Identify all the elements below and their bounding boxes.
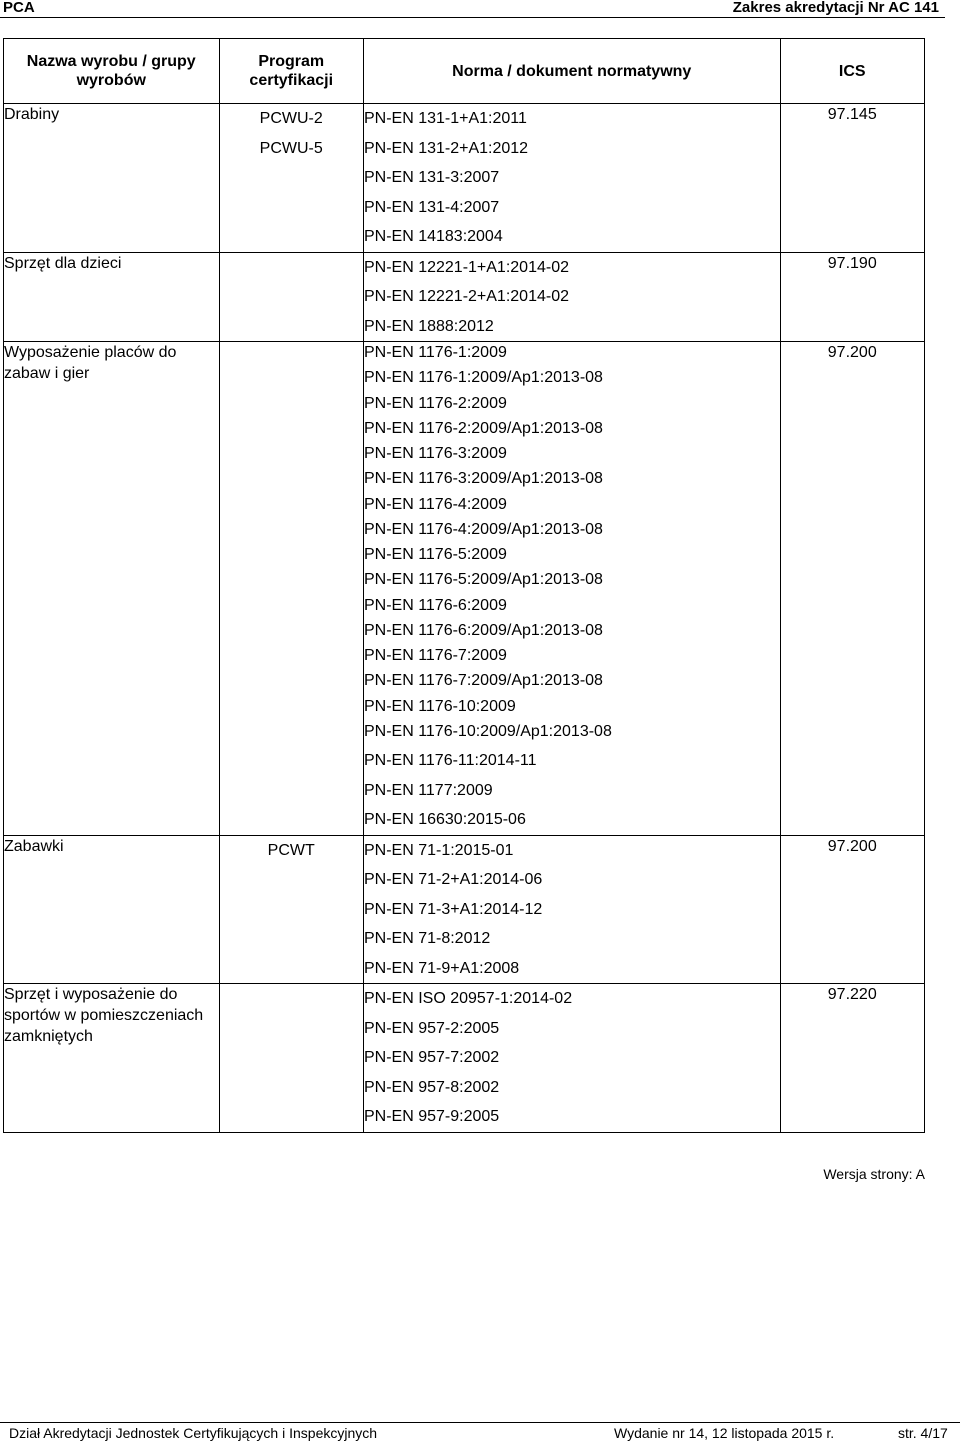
table-body xyxy=(4,104,925,1133)
norm-entry: PN-EN 1176-6:2009 xyxy=(363,596,507,614)
ics-code: 97.190 xyxy=(827,254,877,272)
norm-entry: PN-EN 1176-7:2009 xyxy=(363,647,507,664)
product-name-cell xyxy=(4,984,220,1133)
norm-entry: PN-EN 1176-4:2009 xyxy=(363,495,507,513)
product-name: Sprzęt i wyposażenie do sportów w pomieszczeniach zamkniętych xyxy=(4,986,204,1045)
norm-entry: PN-EN 71-2+A1:2014-06 xyxy=(363,871,543,888)
table-header-row xyxy=(4,39,925,104)
norm-entry: PN-EN 12221-2+A1:2014-02 xyxy=(363,288,569,305)
table-row xyxy=(4,252,925,342)
norm-entry: PN-EN 1176-1:2009 xyxy=(363,344,507,361)
product-name: Sprzęt dla dzieci xyxy=(4,254,122,272)
header-right: Zakres akredytacji Nr AC 141 xyxy=(732,0,939,16)
ics-cell xyxy=(780,342,924,836)
program-cell xyxy=(219,984,363,1133)
norms-cell xyxy=(363,252,780,342)
header-rule xyxy=(0,17,945,18)
norm-entry: PN-EN 71-9+A1:2008 xyxy=(363,959,520,977)
product-name-cell xyxy=(4,342,220,836)
norm-entry: PN-EN 1176-6:2009/Ap1:2013-08 xyxy=(363,621,603,639)
column-header-ics: ICS xyxy=(780,39,924,104)
ics-cell xyxy=(780,252,924,342)
table-row xyxy=(4,104,925,253)
page-version: Wersja strony: A xyxy=(823,1166,925,1182)
norms-cell xyxy=(363,835,780,984)
program-cell xyxy=(219,104,363,253)
norm-entry: PN-EN 71-1:2015-01 xyxy=(363,841,514,859)
norm-entry: PN-EN 957-2:2005 xyxy=(363,1019,500,1037)
norm-entry: PN-EN 131-1+A1:2011 xyxy=(363,110,527,127)
ics-code: 97.145 xyxy=(827,106,877,123)
program-code: PCWU-2 xyxy=(259,110,323,127)
norm-entry: PN-EN 1176-4:2009/Ap1:2013-08 xyxy=(363,520,603,538)
footer-rule xyxy=(0,1422,960,1423)
norm-entry: PN-EN 957-9:2005 xyxy=(363,1108,500,1125)
table-row xyxy=(4,835,925,984)
norm-entry: PN-EN 1176-2:2009/Ap1:2013-08 xyxy=(363,419,603,437)
column-header-product: Nazwa wyrobu / grupy wyrobów xyxy=(4,39,220,104)
norm-entry: PN-EN 1176-10:2009 xyxy=(363,697,516,715)
program-cell xyxy=(219,252,363,342)
column-header-norm: Norma / dokument normatywny xyxy=(363,39,780,104)
program-code: PCWT xyxy=(267,841,315,859)
norm-entry: PN-EN 1176-3:2009/Ap1:2013-08 xyxy=(363,470,603,487)
product-name-cell xyxy=(4,252,220,342)
ics-cell xyxy=(780,984,924,1133)
norms-cell xyxy=(363,104,780,253)
norm-entry: PN-EN 131-4:2007 xyxy=(363,198,500,216)
program-cell xyxy=(219,342,363,836)
norm-entry: PN-EN 16630:2015-06 xyxy=(363,811,526,828)
ics-code: 97.200 xyxy=(827,837,877,855)
header-left: PCA xyxy=(3,0,35,16)
norm-entry: PN-EN 71-8:2012 xyxy=(363,930,491,947)
norm-entry: PN-EN 1176-10:2009/Ap1:2013-08 xyxy=(363,722,612,740)
accreditation-table xyxy=(3,38,925,1133)
norm-entry: PN-EN ISO 20957-1:2014-02 xyxy=(363,990,573,1007)
ics-cell xyxy=(780,104,924,253)
norm-entry: PN-EN 14183:2004 xyxy=(363,228,503,245)
footer-middle: Wydanie nr 14, 12 listopada 2015 r. xyxy=(614,1425,835,1441)
table-row xyxy=(4,984,925,1133)
norm-entry: PN-EN 1177:2009 xyxy=(363,781,493,799)
table-row xyxy=(4,342,925,836)
ics-code: 97.220 xyxy=(827,986,877,1003)
norms-cell xyxy=(363,342,780,836)
footer-page-number: str. 4/17 xyxy=(898,1425,948,1441)
norm-entry: PN-EN 71-3+A1:2014-12 xyxy=(363,900,543,918)
norm-entry: PN-EN 957-7:2002 xyxy=(363,1049,500,1066)
norm-entry: PN-EN 1176-5:2009 xyxy=(363,546,507,563)
ics-cell xyxy=(780,835,924,984)
norm-entry: PN-EN 1176-5:2009/Ap1:2013-08 xyxy=(363,571,603,588)
product-name: Wyposażenie placów do zabaw i gier xyxy=(4,344,177,382)
norm-entry: PN-EN 131-3:2007 xyxy=(363,169,500,186)
norm-entry: PN-EN 1176-1:2009/Ap1:2013-08 xyxy=(363,369,603,386)
column-header-program: Program certyfikacji xyxy=(219,39,363,104)
norm-entry: PN-EN 12221-1+A1:2014-02 xyxy=(363,258,569,276)
norm-entry: PN-EN 131-2+A1:2012 xyxy=(363,139,529,157)
product-name-cell xyxy=(4,104,220,253)
product-name-cell xyxy=(4,835,220,984)
norm-entry: PN-EN 957-8:2002 xyxy=(363,1078,500,1096)
footer-left: Dział Akredytacji Jednostek Certyfikujących i Inspekcyjnych xyxy=(9,1425,378,1441)
ics-code: 97.200 xyxy=(827,344,877,361)
program-code: PCWU-5 xyxy=(259,139,323,157)
norms-cell xyxy=(363,984,780,1133)
product-name: Zabawki xyxy=(4,837,64,855)
norm-entry: PN-EN 1888:2012 xyxy=(363,317,494,335)
program-cell xyxy=(219,835,363,984)
norm-entry: PN-EN 1176-2:2009 xyxy=(363,394,507,412)
norm-entry: PN-EN 1176-11:2014-11 xyxy=(363,752,537,769)
norm-entry: PN-EN 1176-3:2009 xyxy=(363,445,507,462)
norm-entry: PN-EN 1176-7:2009/Ap1:2013-08 xyxy=(363,672,603,689)
product-name: Drabiny xyxy=(4,106,60,123)
